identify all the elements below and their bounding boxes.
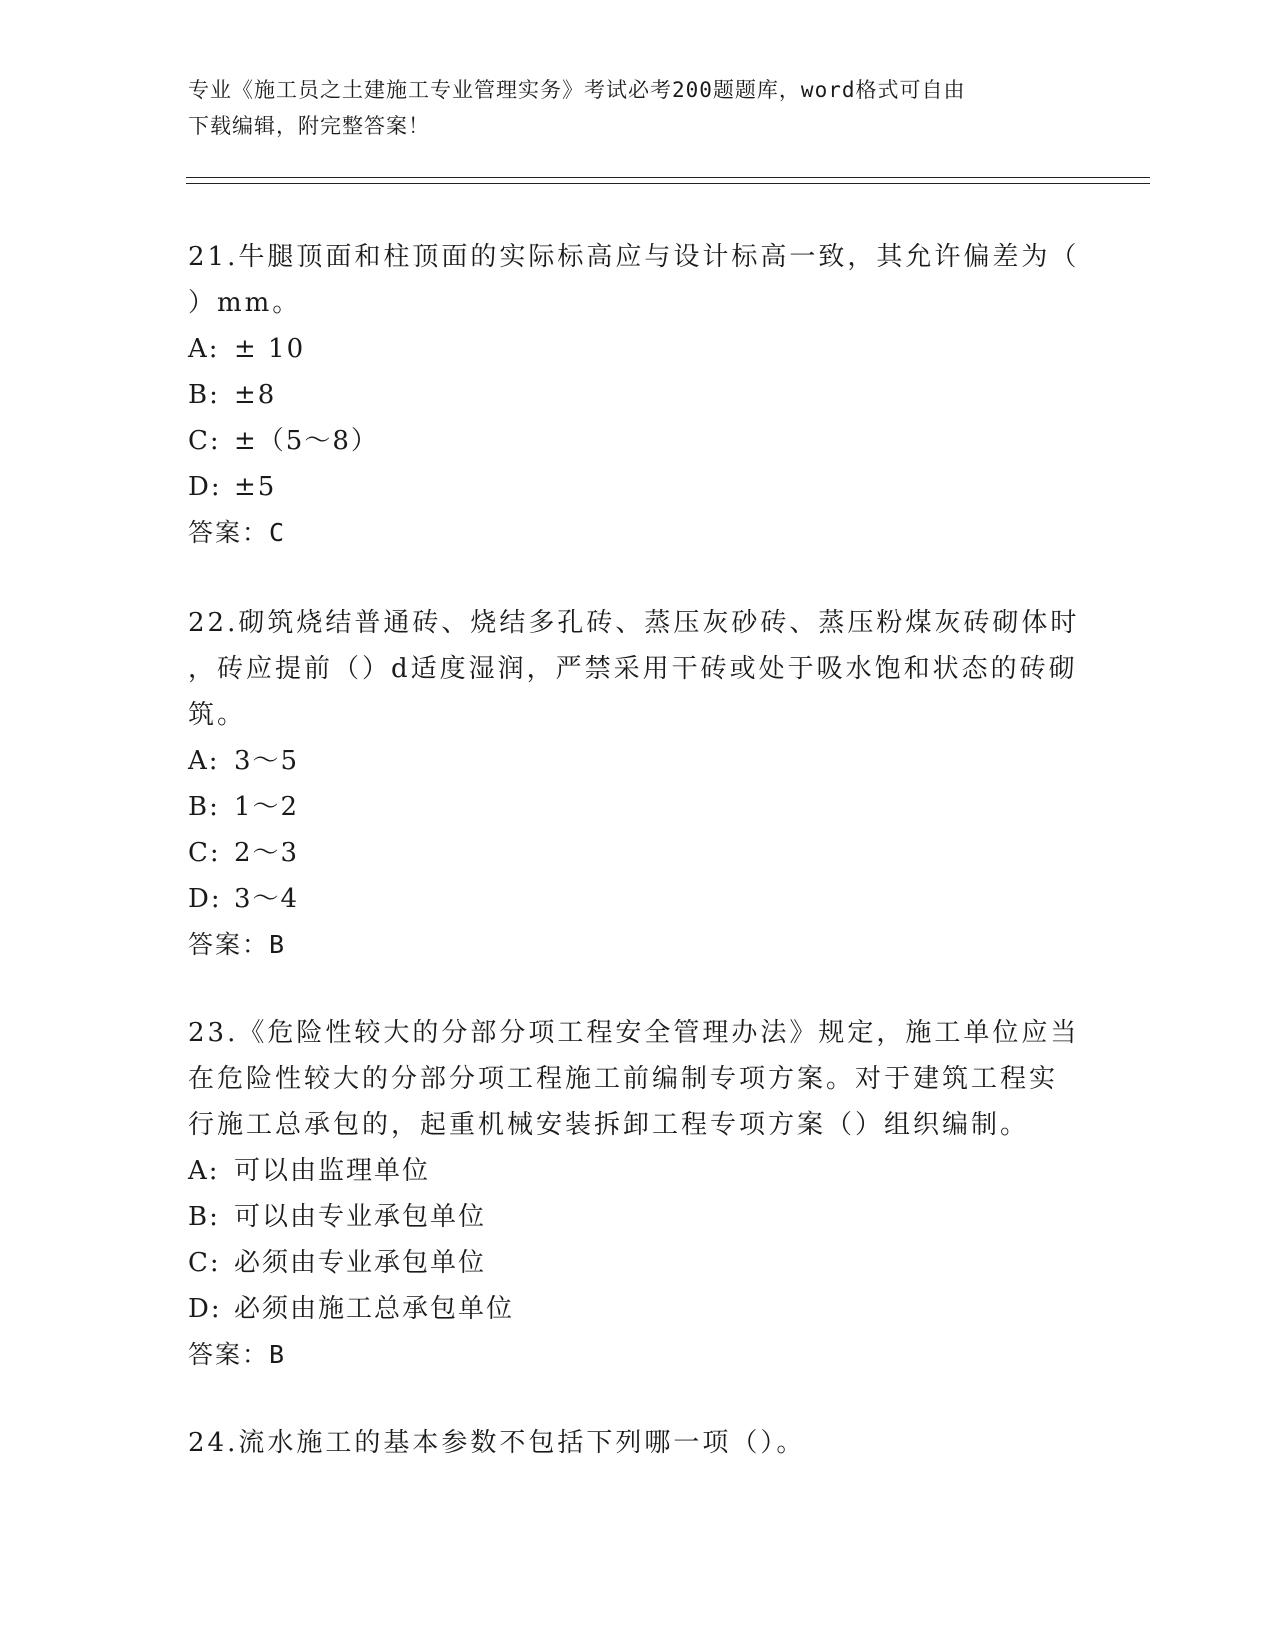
answer-line: 答案：B [188, 930, 287, 959]
option-letter: D: [188, 1294, 222, 1324]
option-text: 2～3 [234, 838, 300, 868]
option-letter: A: [188, 746, 220, 776]
option-c [188, 418, 1088, 464]
option-letter: A: [188, 334, 220, 364]
option-text: 可以由专业承包单位 [234, 1202, 487, 1232]
option-text: ± 10 [234, 334, 306, 364]
option-letter: B: [188, 1202, 220, 1232]
header-divider [186, 177, 1150, 178]
option-text: ±8 [234, 380, 277, 410]
option-text: ±5 [234, 472, 277, 502]
option-d [188, 1286, 1088, 1332]
option-text: 3～4 [234, 884, 300, 914]
question-24 [188, 1420, 1088, 1466]
question-21 [188, 234, 1088, 556]
document-header [188, 72, 1088, 144]
option-c [188, 1240, 1088, 1286]
option-text: 必须由施工总承包单位 [234, 1294, 515, 1324]
question-text-line: 23.《危险性较大的分部分项工程安全管理办法》规定，施工单位应当 [188, 1018, 1080, 1048]
answer-line: 答案：C [188, 518, 287, 547]
option-a [188, 738, 1088, 784]
question-text-line: 在危险性较大的分部分项工程施工前编制专项方案。对于建筑工程实 [188, 1064, 1059, 1094]
question-23 [188, 1010, 1088, 1378]
option-a [188, 1148, 1088, 1194]
question-text-line: 行施工总承包的，起重机械安装拆卸工程专项方案（）组织编制。 [188, 1110, 1030, 1140]
question-text-line: 21.牛腿顶面和柱顶面的实际标高应与设计标高一致，其允许偏差为（ [188, 242, 1080, 272]
option-b [188, 784, 1088, 830]
option-letter: D: [188, 884, 222, 914]
option-letter: C: [188, 426, 221, 456]
option-letter: A: [188, 1156, 220, 1186]
option-d [188, 464, 1088, 510]
option-a [188, 326, 1088, 372]
option-text: 1～2 [234, 792, 300, 822]
option-letter: C: [188, 838, 221, 868]
answer-line: 答案：B [188, 1340, 287, 1369]
option-c [188, 830, 1088, 876]
option-letter: B: [188, 792, 220, 822]
header-line: 专业《施工员之土建施工专业管理实务》考试必考200题题库，word格式可自由 [188, 78, 966, 102]
option-text: 可以由监理单位 [234, 1156, 431, 1186]
question-text-line: 筑。 [188, 700, 247, 730]
header-line: 下载编辑，附完整答案！ [188, 114, 430, 138]
question-22 [188, 600, 1088, 968]
option-d [188, 876, 1088, 922]
question-text-line: 24.流水施工的基本参数不包括下列哪一项（）。 [188, 1428, 806, 1458]
option-text: 3～5 [234, 746, 300, 776]
option-text: 必须由专业承包单位 [234, 1248, 487, 1278]
header-divider [186, 183, 1150, 184]
option-letter: C: [188, 1248, 221, 1278]
question-text-line: 22.砌筑烧结普通砖、烧结多孔砖、蒸压灰砂砖、蒸压粉煤灰砖砌体时 [188, 608, 1080, 638]
option-b [188, 372, 1088, 418]
option-letter: B: [188, 380, 220, 410]
question-text-line: ，砖应提前（）d适度湿润，严禁采用干砖或处于吸水饱和状态的砖砌 [188, 654, 1078, 684]
option-b [188, 1194, 1088, 1240]
option-text: ±（5～8） [234, 426, 379, 456]
question-text-line: ）mm。 [188, 288, 302, 318]
option-letter: D: [188, 472, 222, 502]
